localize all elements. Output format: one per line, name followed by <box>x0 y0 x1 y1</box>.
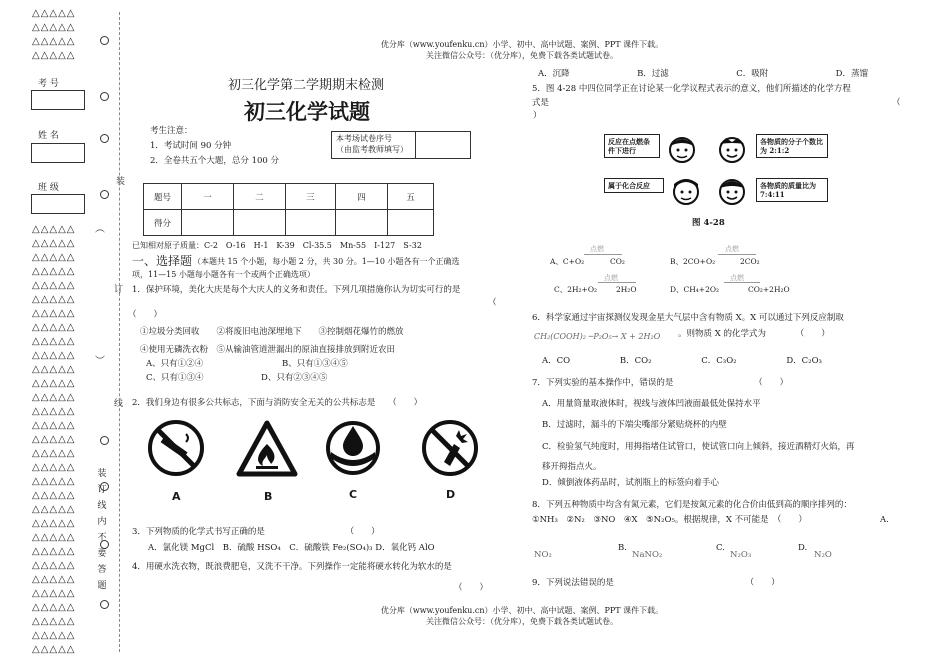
triangle-row: △△△△△ <box>32 308 76 319</box>
sign-label-b: B <box>264 490 273 503</box>
speech-bubble: 各物质的质量比为 7:4:11 <box>756 178 828 202</box>
triangle-row: △△△△△ <box>32 36 76 47</box>
triangle-row: △△△△△ <box>32 448 76 459</box>
question-5: 式是 <box>532 98 550 108</box>
question-1: 1．保护环境，美化大庆是每个大庆人的义务和责任。下列几项措施你认为切实可行的是 <box>132 285 461 295</box>
option-d-formula: N₂O <box>814 550 832 560</box>
sign-label-c: C <box>349 488 358 501</box>
triangle-row: △△△△△ <box>32 406 76 417</box>
class-label: 班 级 <box>38 183 59 193</box>
reaction-condition: 点燃 <box>604 274 618 282</box>
question-8-sequence: ①NH₃ ②N₂ ③NO ④X ⑤N₂O₅。根据规律，X 不可能是 （ ） <box>532 515 807 525</box>
score-col-header: 五 <box>388 184 434 210</box>
speech-bubble: 各物质的分子个数比为 2:1:2 <box>756 134 828 158</box>
reaction-arrow <box>718 254 756 255</box>
student-face-icon <box>664 132 700 168</box>
triangle-row: △△△△△ <box>32 364 76 375</box>
binding-char-zhuang: 装 <box>116 177 126 187</box>
option-a[interactable]: A. <box>880 515 889 525</box>
option-b[interactable]: B、2CO+O₂ <box>670 257 716 266</box>
binding-cut-line <box>119 12 120 652</box>
notice-item: 2．全卷共五个大题，总分 100 分 <box>150 156 280 166</box>
exam-subtitle: 初三化学第二学期期末检测 <box>228 78 385 93</box>
score-row-label: 题号 <box>144 184 182 210</box>
triangle-row: △△△△△ <box>32 630 76 641</box>
option-a[interactable]: A．用量筒量取液体时，视线与液体凹液面最低处保持水平 <box>542 399 761 409</box>
triangle-row: △△△△△ <box>32 574 76 585</box>
binding-warning-char: 内 <box>97 517 107 527</box>
binding-warning-char: 要 <box>97 549 107 559</box>
reaction-condition: 点燃 <box>730 274 744 282</box>
triangle-row: △△△△△ <box>32 8 76 19</box>
triangle-row: △△△△△ <box>32 546 76 557</box>
page-footer <box>322 605 722 627</box>
binding-char-ding: 订 <box>114 285 124 295</box>
binding-hole <box>100 190 109 199</box>
atomic-mass-note: 已知相对原子质量：C-2 O-16 H-1 K-39 Cl-35.5 Mn-55 I-127 S-32 <box>132 241 422 250</box>
triangle-row: △△△△△ <box>32 616 76 627</box>
reaction-arrow <box>724 282 760 283</box>
seat-label: 本考场试卷序号 <box>336 134 392 143</box>
binding-warning-vertical <box>97 466 107 594</box>
question-1-items: ①垃圾分类回收 ②将废旧电池深埋地下 ③控制烟花爆竹的燃放 <box>140 327 404 337</box>
binding-hole <box>100 134 109 143</box>
score-cell[interactable] <box>234 210 286 236</box>
triangle-row: △△△△△ <box>32 392 76 403</box>
question-6-options <box>542 355 822 367</box>
product: CO₂ <box>610 257 625 266</box>
option-c[interactable]: C．吸附 <box>736 69 769 79</box>
option-d[interactable]: D．倾倒液体药品时，试剂瓶上的标签向着手心 <box>542 478 719 488</box>
score-cell[interactable] <box>388 210 434 236</box>
question-9: 9．下列说法错误的是 （ ） <box>532 578 780 588</box>
option-a[interactable]: A、只有①②④ <box>146 359 204 369</box>
reaction-arrow <box>584 254 622 255</box>
option-b[interactable]: B．过滤 <box>637 69 669 79</box>
page-header <box>322 39 722 61</box>
no-fireworks-sign-icon[interactable] <box>420 418 480 478</box>
question-2: 2．我们身边有很多公共标志，下面与消防安全无关的公共标志是 （ ） <box>132 398 423 408</box>
triangle-row: △△△△△ <box>32 462 76 473</box>
option-d[interactable]: D、CH₄+2O₂ <box>670 285 720 294</box>
option-c[interactable]: C、只有①③④ <box>146 373 204 383</box>
binding-warning-char: 不 <box>97 533 107 543</box>
triangle-row: △△△△△ <box>32 602 76 613</box>
option-c[interactable]: C、2H₂+O₂ <box>554 285 597 294</box>
option-b[interactable]: B. <box>618 543 627 553</box>
binding-warning-char: 线 <box>97 501 107 511</box>
question-1-paren: （ <box>488 298 497 308</box>
binding-char-xian: 线 <box>114 399 124 409</box>
option-b[interactable]: B、只有①③④⑤ <box>282 359 348 369</box>
water-saving-sign-icon[interactable] <box>323 418 383 478</box>
sign-label-d: D <box>446 488 456 501</box>
score-col-header: 四 <box>336 184 388 210</box>
score-cell[interactable] <box>286 210 336 236</box>
notice-title: 考生注意： <box>150 126 193 136</box>
triangle-row: △△△△△ <box>32 224 76 235</box>
option-d[interactable]: D．蒸馏 <box>835 69 868 79</box>
triangle-row: △△△△△ <box>32 280 76 291</box>
question-5-paren: （ <box>892 98 901 108</box>
score-row-label: 得分 <box>144 210 182 236</box>
section-title: 一、选择题 <box>132 254 193 268</box>
binding-warning-char: 装 <box>97 469 107 479</box>
student-face-icon <box>714 174 750 210</box>
triangle-row: △△△△△ <box>32 532 76 543</box>
question-5: 5．图 4-28 中四位同学正在讨论某一化学议程式表示的意义，他们所描述的化学方程 <box>532 84 851 94</box>
name-label: 姓 名 <box>38 131 59 141</box>
triangle-row: △△△△△ <box>32 644 76 655</box>
product: 2CO₂ <box>740 257 760 266</box>
binding-hole <box>100 436 109 445</box>
binding-warning-char: 订 <box>97 485 107 495</box>
triangle-row: △△△△△ <box>32 266 76 277</box>
section-desc: （本题共 15 个小题，每小题 2 分，共 30 分。1—10 小题各有一个正确选 <box>193 257 460 266</box>
option-c[interactable]: C. <box>716 543 725 553</box>
flammable-warning-sign-icon[interactable] <box>236 420 298 478</box>
student-face-icon <box>668 174 704 210</box>
product: 2H₂O <box>616 285 637 294</box>
question-3-options[interactable]: A．氯化镁 MgCl B．硫酸 HSO₄ C．硫酸铁 Fe₂(SO₄)₃ D．氧化钙 AlO <box>148 543 435 553</box>
score-col-header: 一 <box>182 184 234 210</box>
triangle-row: △△△△△ <box>32 350 76 361</box>
question-3: 3．下列物质的化学式书写正确的是 （ ） <box>132 527 380 537</box>
question-8: 8．下列五种物质中均含有氮元素，它们是按氮元素的化合价由低到高的顺序排列的： <box>532 500 852 510</box>
question-6-formula: CH₂(COOH)₂ ─P₂O₅→ X + 2H₂O <box>534 332 661 341</box>
option-b-formula: NaNO₂ <box>632 550 663 560</box>
option-a[interactable]: A、C+O₂ <box>550 257 585 266</box>
notice-item: 1．考试时间 90 分钟 <box>150 141 232 151</box>
score-col-header: 二 <box>234 184 286 210</box>
triangle-row: △△△△△ <box>32 560 76 571</box>
question-7: 7．下列实验的基本操作中，错误的是 （ ） <box>532 378 789 388</box>
triangle-row: △△△△△ <box>32 50 76 61</box>
option-c-formula: N₂O₃ <box>730 550 752 560</box>
score-col-header: 三 <box>286 184 336 210</box>
section-desc: 项，11—15 小题每小题各有一个或两个正确选项） <box>132 270 315 279</box>
triangle-row: △△△△△ <box>32 294 76 305</box>
question-4-options <box>538 68 868 80</box>
question-1-items: ④使用无磷洗衣粉 ⑤从输油管道泄漏出的原油直接排放到附近农田 <box>140 345 396 355</box>
reaction-arrow <box>598 282 636 283</box>
triangle-row: △△△△△ <box>32 238 76 249</box>
speech-bubble: 属于化合反应 <box>604 178 664 193</box>
score-table <box>143 183 434 236</box>
triangle-row: △△△△△ <box>32 490 76 501</box>
exam-number-box[interactable] <box>31 90 85 110</box>
triangle-row: △△△△△ <box>32 252 76 263</box>
footer-line-1: 优分库（www.youfenku.cn）小学、初中、高中试题、案例、PPT 课件下载。 <box>380 606 664 615</box>
option-a-formula: NO₂ <box>534 550 552 560</box>
option-d[interactable]: D. <box>798 543 808 553</box>
score-cell[interactable] <box>182 210 234 236</box>
reaction-condition: 点燃 <box>590 245 604 253</box>
question-6: 6．科学家通过宇宙探测仪发现金星大气层中含有物质 X。X 可以通过下列反应制取 <box>532 313 844 323</box>
class-box[interactable] <box>31 194 85 214</box>
figure-caption: 图 4-28 <box>692 218 725 228</box>
score-cell[interactable] <box>336 210 388 236</box>
paren-mark: ︶ <box>95 356 105 367</box>
question-6-tail: 。则物质 X 的化学式为 （ ） <box>678 329 830 339</box>
question-4: 4．用硬水洗衣物，既浪费肥皂，又洗不干净。下列操作一定能将硬水转化为软水的是 <box>132 562 452 572</box>
triangle-row: △△△△△ <box>32 518 76 529</box>
triangle-row: △△△△△ <box>32 420 76 431</box>
triangle-row: △△△△△ <box>32 322 76 333</box>
question-4-paren: （ ） <box>454 583 489 593</box>
triangle-row: △△△△△ <box>32 22 76 33</box>
reaction-condition: 点燃 <box>725 245 739 253</box>
exam-title: 初三化学试题 <box>244 100 370 124</box>
sign-label-a: A <box>172 490 181 503</box>
option-d[interactable]: D．C₂O₃ <box>786 356 822 366</box>
binding-hole <box>100 36 109 45</box>
triangle-row: △△△△△ <box>32 476 76 487</box>
binding-hole <box>100 92 109 101</box>
student-face-icon <box>714 132 750 168</box>
option-a[interactable]: A．CO <box>542 356 571 366</box>
speech-bubble: 反应在点燃条件下进行 <box>604 134 660 158</box>
option-b[interactable]: B．CO₂ <box>619 356 652 366</box>
triangle-row: △△△△△ <box>32 504 76 515</box>
product: CO₂+2H₂O <box>748 285 790 294</box>
seat-number-box[interactable] <box>331 131 471 159</box>
triangle-row: △△△△△ <box>32 336 76 347</box>
no-smoking-sign-icon[interactable] <box>146 418 206 478</box>
triangle-row: △△△△△ <box>32 588 76 599</box>
option-a[interactable]: A．沉降 <box>538 69 570 79</box>
binding-warning-char: 答 <box>97 565 107 575</box>
exam-number-label: 考 号 <box>38 79 59 89</box>
binding-warning-char: 题 <box>97 581 107 591</box>
option-c-continued: 移开拇指点火。 <box>542 462 602 472</box>
option-b[interactable]: B．过滤时，漏斗的下端尖嘴部分紧贴烧杯的内壁 <box>542 420 727 430</box>
question-1-answer: （ ） <box>128 310 163 320</box>
option-c[interactable]: C．C₃O₂ <box>701 356 737 366</box>
name-box[interactable] <box>31 143 85 163</box>
header-line-1: 优分库（www.youfenku.cn）小学、初中、高中试题、案例、PPT 课件下载。 <box>380 40 664 49</box>
figure-4-28 <box>598 130 838 214</box>
binding-hole <box>100 600 109 609</box>
option-d[interactable]: D、只有②③④⑤ <box>261 373 328 383</box>
triangle-row: △△△△△ <box>32 434 76 445</box>
seat-sublabel: （由监考教师填写） <box>336 145 408 154</box>
triangle-row: △△△△△ <box>32 378 76 389</box>
footer-line-2: 关注微信公众号：（优分库），免费下载各类试题试卷。 <box>426 617 618 626</box>
question-5-paren: ） <box>533 111 542 121</box>
paren-mark: ︵ <box>95 224 105 235</box>
header-line-2: 关注微信公众号：（优分库），免费下载各类试题试卷。 <box>426 51 618 60</box>
option-c[interactable]: C．检验氢气纯度时，用拇指堵住试管口，使试管口向上倾斜，接近酒精灯火焰，再 <box>542 442 855 452</box>
